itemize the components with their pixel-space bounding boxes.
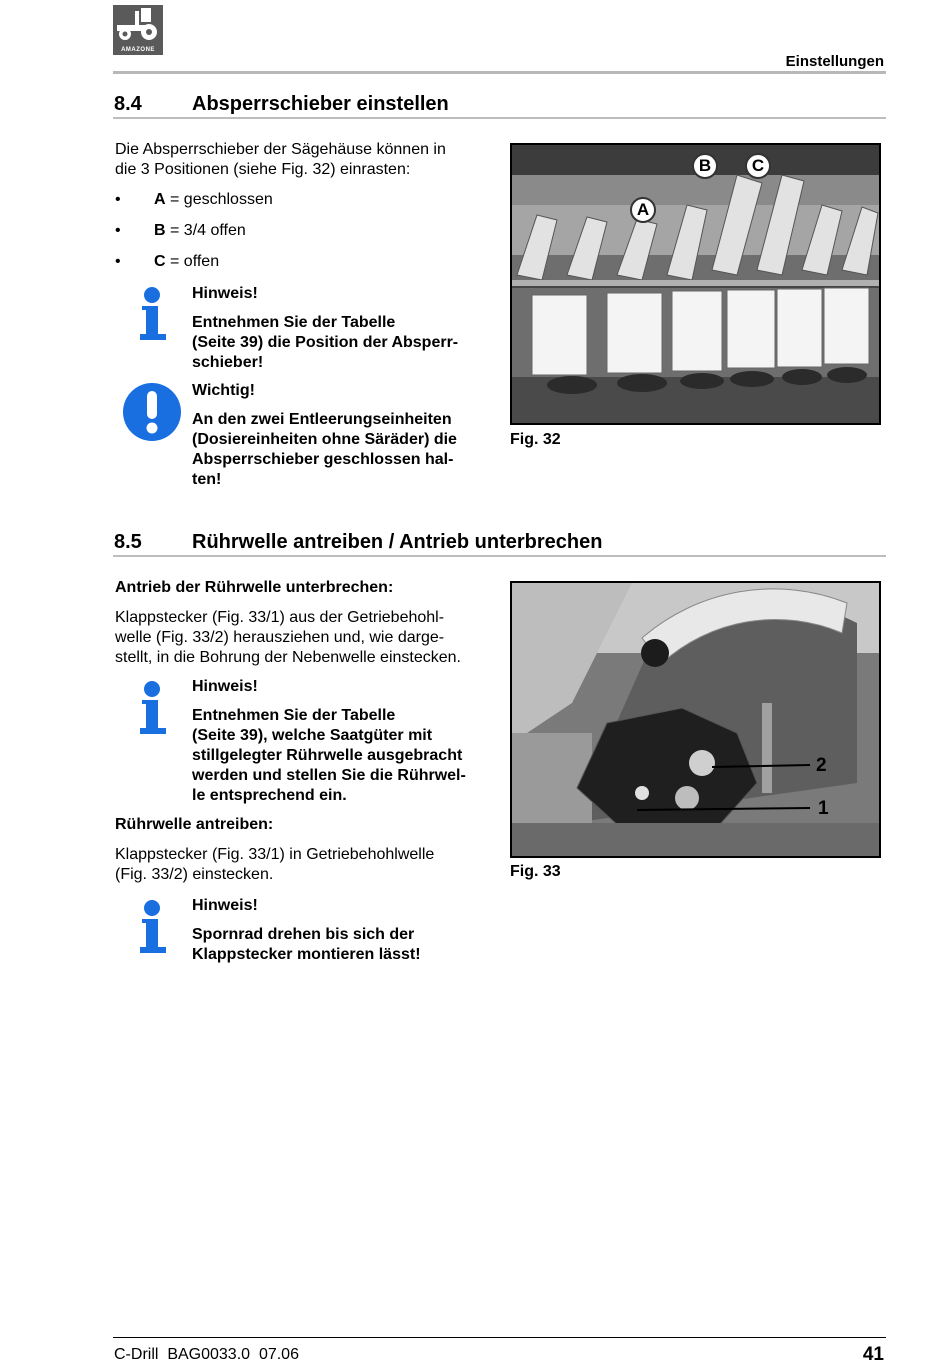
footer-rule xyxy=(113,1337,886,1338)
figure-caption: Fig. 33 xyxy=(510,863,561,880)
bullet-key: B xyxy=(154,222,166,239)
figure-33 xyxy=(510,581,881,858)
header-rule xyxy=(113,71,886,74)
bullet-text: = offen xyxy=(165,253,220,270)
warning-title: Wichtig! xyxy=(192,382,255,399)
text-line: Klappstecker (Fig. 33/1) aus der Getriebehohl- xyxy=(115,609,445,626)
hint-note xyxy=(192,284,458,373)
label-a: A xyxy=(630,197,656,223)
bullet-text: = 3/4 offen xyxy=(165,222,246,239)
text-line: Absperrschieber geschlossen hal- xyxy=(192,451,454,468)
section-rule xyxy=(113,117,886,119)
callout-1: 1 xyxy=(818,798,829,819)
text-line: ten! xyxy=(192,471,222,488)
text-line: werden und stellen Sie die Rührwel- xyxy=(192,767,466,784)
amazone-logo xyxy=(113,5,163,55)
text-line: die 3 Positionen (siehe Fig. 32) einrasten: xyxy=(115,161,411,178)
paragraph xyxy=(115,845,434,885)
text-line: (Dosiereinheiten ohne Säräder) die xyxy=(192,431,457,448)
page-number: 41 xyxy=(862,1344,884,1365)
text-line: An den zwei Entleerungseinheiten xyxy=(192,411,452,428)
hint-note xyxy=(192,896,421,965)
bullet-key: C xyxy=(154,253,166,270)
label-c: C xyxy=(745,153,771,179)
section-number: 8.5 xyxy=(114,531,142,553)
footer-doc-id: C-Drill BAG0033.0 07.06 xyxy=(114,1346,299,1363)
seed-drill-photo xyxy=(512,145,879,423)
text-line: schieber! xyxy=(192,354,264,371)
text-line: Entnehmen Sie der Tabelle xyxy=(192,707,396,724)
text-line: welle (Fig. 33/2) herausziehen und, wie darge- xyxy=(115,629,445,646)
bullet-item xyxy=(115,252,475,272)
section-number: 8.4 xyxy=(114,93,142,115)
bullet-icon: • xyxy=(115,222,121,239)
warning-note xyxy=(192,381,457,490)
hint-title: Hinweis! xyxy=(192,678,258,695)
info-icon xyxy=(136,286,168,342)
text-line: (Seite 39) die Position der Absperr- xyxy=(192,334,459,351)
logo-text: AMAZONE xyxy=(121,47,155,53)
text-line: Spornrad drehen bis sich der xyxy=(192,926,415,943)
section-title: Absperrschieber einstellen xyxy=(192,93,449,115)
header-title: Einstellungen xyxy=(785,53,884,70)
info-icon xyxy=(136,680,168,736)
exclamation-icon xyxy=(122,382,182,442)
text-line: (Fig. 33/2) einstecken. xyxy=(115,866,274,883)
text-line: Entnehmen Sie der Tabelle xyxy=(192,314,396,331)
section-8-5-heading xyxy=(114,531,814,557)
bullet-item xyxy=(115,221,475,241)
info-icon xyxy=(136,899,168,955)
text-line: stillgelegter Rührwelle ausgebracht xyxy=(192,747,463,764)
bullet-key: A xyxy=(154,191,166,208)
text-line: (Seite 39), welche Saatgüter mit xyxy=(192,727,433,744)
figure-32 xyxy=(510,143,881,425)
bullet-item xyxy=(115,190,475,210)
subheading: Rührwelle antreiben: xyxy=(115,816,274,833)
section-rule xyxy=(113,555,886,557)
text-line: Die Absperrschieber der Sägehäuse können in xyxy=(115,141,446,158)
section-8-4-heading xyxy=(114,93,814,119)
hint-note xyxy=(192,677,466,806)
text-line: le entsprechend ein. xyxy=(192,787,347,804)
section-title: Rührwelle antreiben / Antrieb unterbrechen xyxy=(192,531,603,553)
callout-2: 2 xyxy=(816,755,827,776)
text-line: Klappstecker (Fig. 33/1) in Getriebehohlwelle xyxy=(115,846,435,863)
intro-paragraph xyxy=(115,140,446,180)
figure-caption: Fig. 32 xyxy=(510,431,561,448)
bullet-icon: • xyxy=(115,253,121,270)
tractor-icon xyxy=(113,5,163,43)
text-line: Klappstecker montieren lässt! xyxy=(192,946,421,963)
hint-title: Hinweis! xyxy=(192,285,258,302)
subheading: Antrieb der Rührwelle unterbrechen: xyxy=(115,579,394,596)
bullet-icon: • xyxy=(115,191,121,208)
paragraph xyxy=(115,608,461,668)
text-line: stellt, in die Bohrung der Nebenwelle einstecken. xyxy=(115,649,461,666)
label-b: B xyxy=(692,153,718,179)
hint-title: Hinweis! xyxy=(192,897,258,914)
bullet-text: = geschlossen xyxy=(165,191,273,208)
